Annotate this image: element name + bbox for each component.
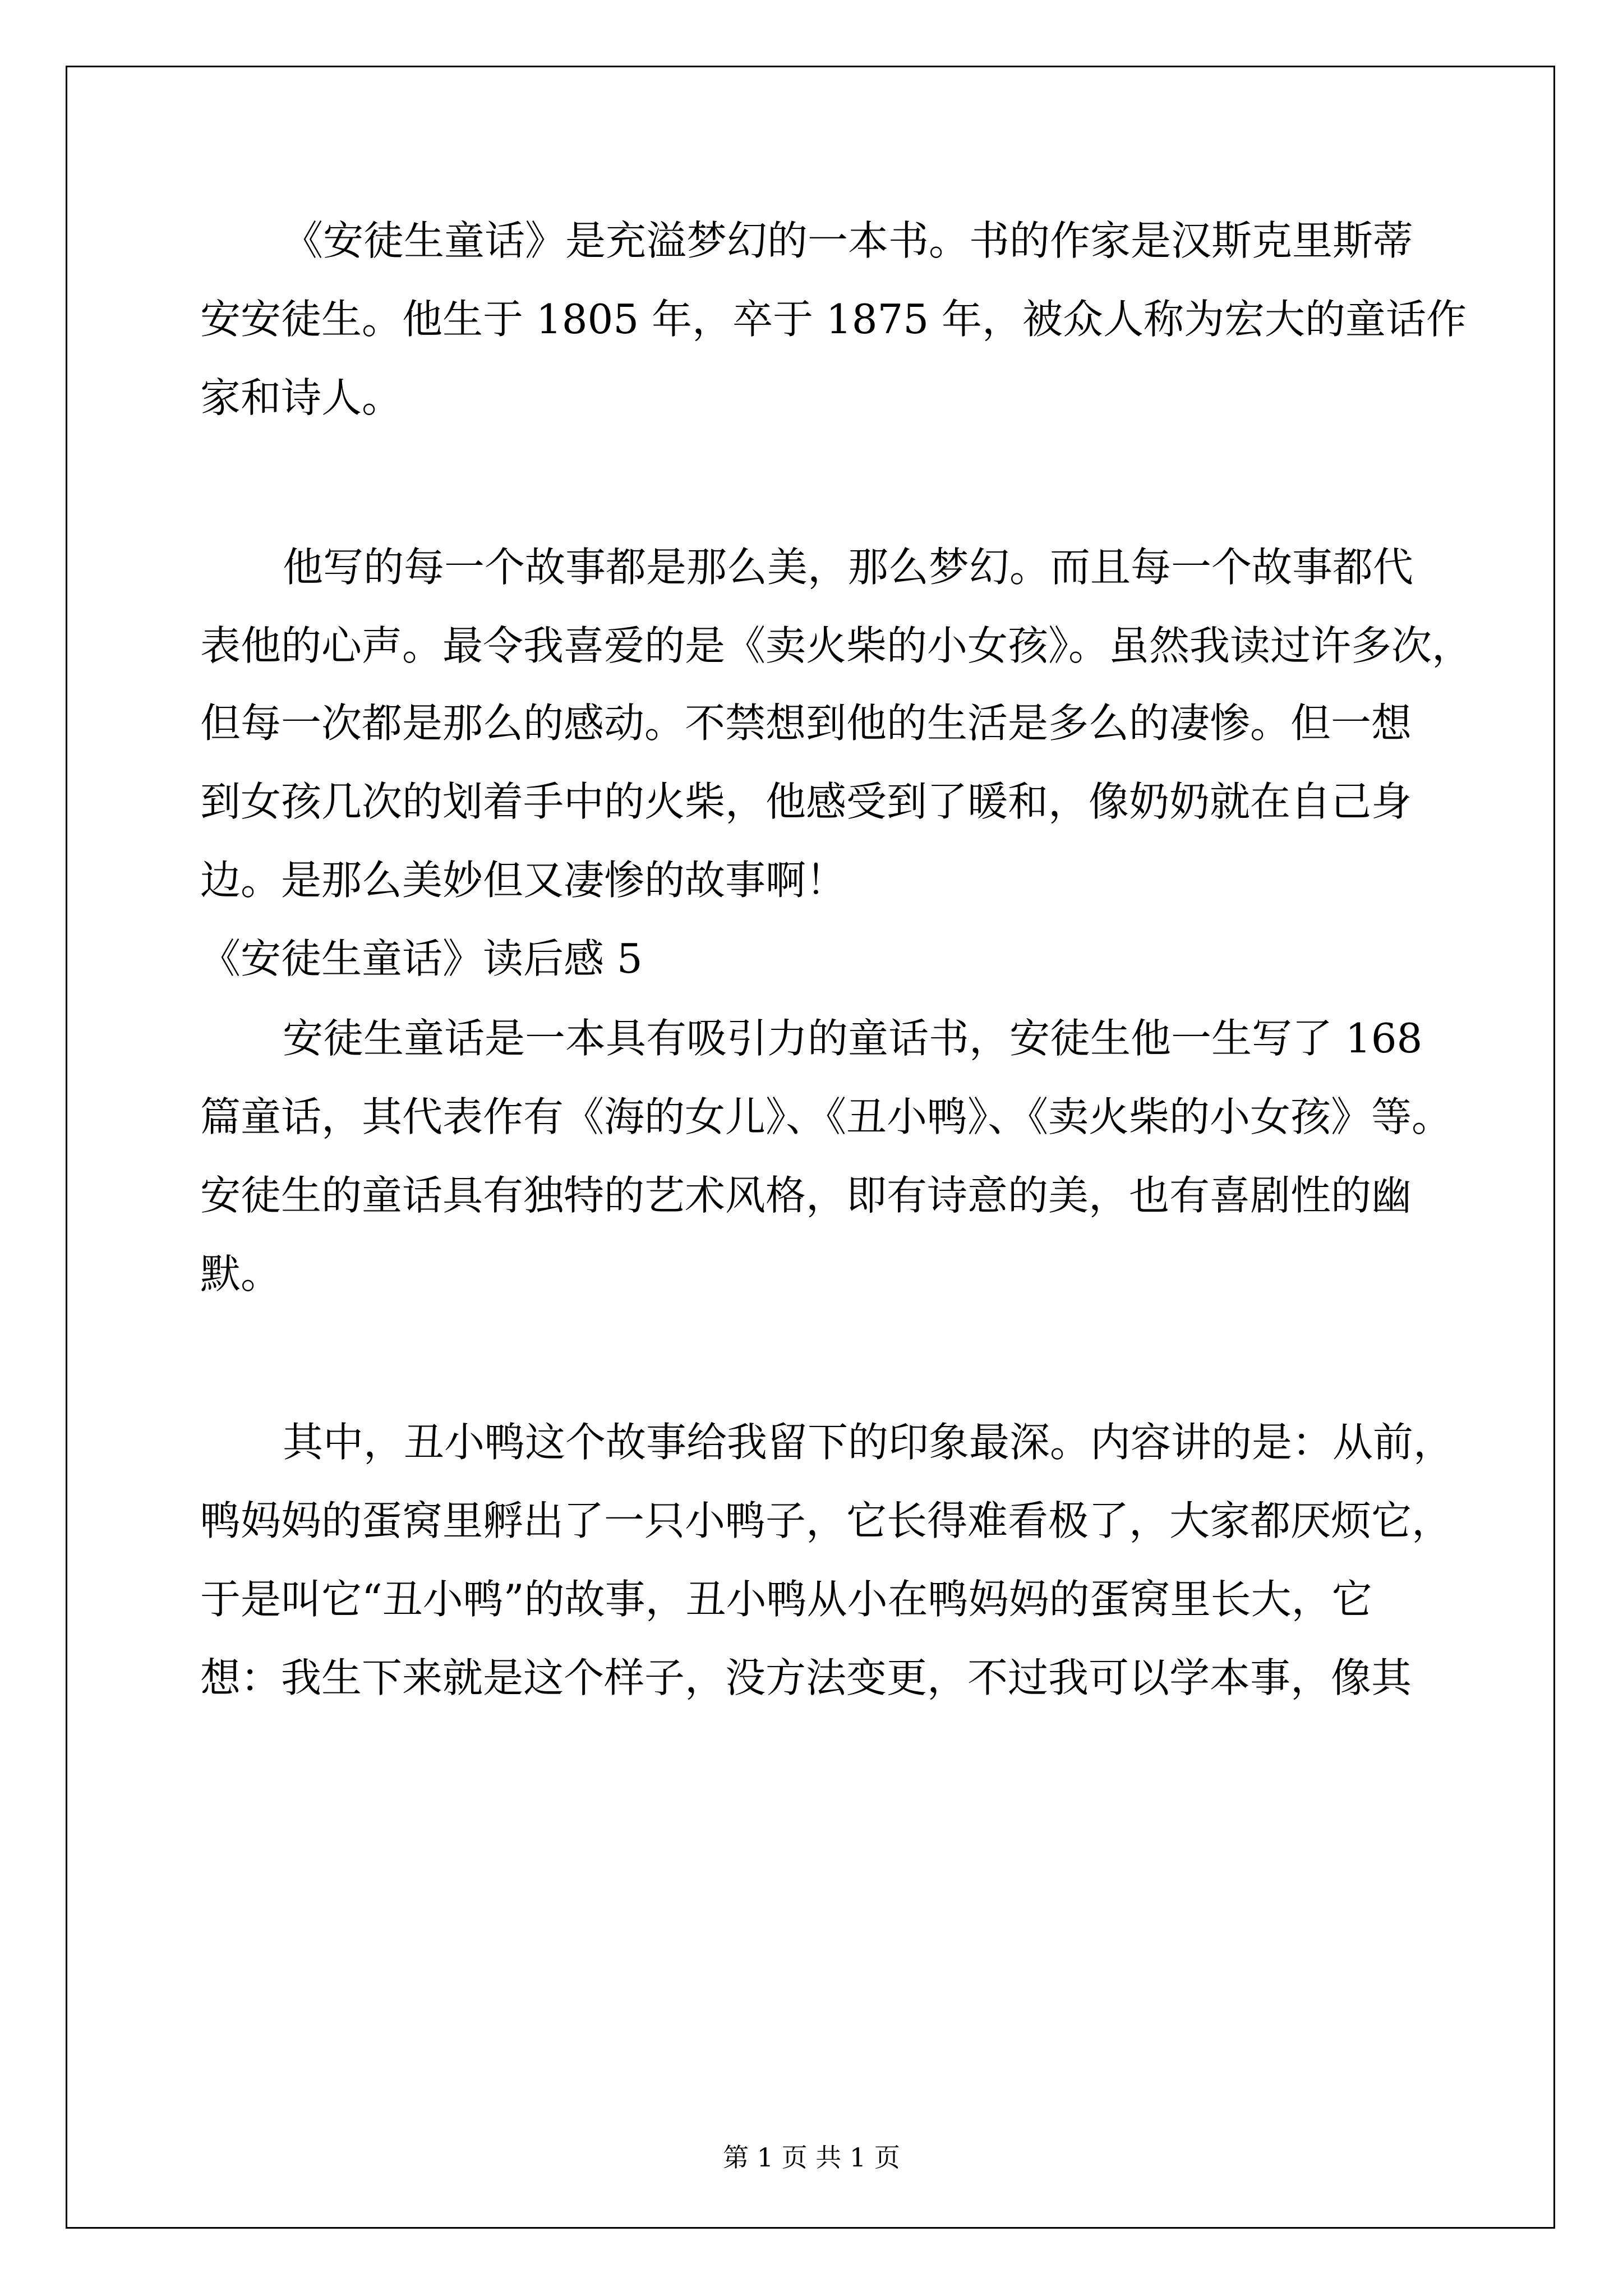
text-line: 想：我生下来就是这个样子，没方法变更，不过我可以学本事，像其 <box>200 1654 1412 1701</box>
text-line: 篇童话，其代表作有《海的女儿》、《丑小鸭》、《卖火柴的小女孩》等。 <box>200 1093 1453 1140</box>
text-line: 安徒生童话是一本具有吸引力的童话书，安徒生他一生写了 168 <box>283 1015 1423 1062</box>
section-heading: 《安徒生童话》读后感 5 <box>200 935 643 982</box>
text-line: 安安徒生。他生于 1805 年，卒于 1875 年，被众人称为宏大的童话作 <box>200 296 1467 343</box>
text-line: 他写的每一个故事都是那么美，那么梦幻。而且每一个故事都代 <box>283 544 1414 591</box>
text-line: 鸭妈妈的蛋窝里孵出了一只小鸭子，它长得难看极了，大家都厌烦它， <box>200 1497 1453 1544</box>
text-line: 边。是那么美妙但又凄惨的故事啊！ <box>200 857 847 904</box>
page-footer: 第 1 页 共 1 页 <box>723 2142 900 2173</box>
text-line: 到女孩几次的划着手中的火柴，他感受到了暖和，像奶奶就在自己身 <box>200 778 1412 825</box>
text-line: 表他的心声。最令我喜爱的是《卖火柴的小女孩》。虽然我读过许多次， <box>200 622 1473 669</box>
text-line: 于是叫它“丑小鸭”的故事，丑小鸭从小在鸭妈妈的蛋窝里长大，它 <box>200 1576 1372 1623</box>
text-line: 但每一次都是那么的感动。不禁想到他的生活是多么的凄惨。但一想 <box>200 700 1412 747</box>
text-line: 家和诗人。 <box>200 374 403 421</box>
text-line: 默。 <box>200 1250 282 1297</box>
text-line: 《安徒生童话》是充溢梦幻的一本书。书的作家是汉斯克里斯蒂 <box>283 217 1414 264</box>
text-line: 其中，丑小鸭这个故事给我留下的印象最深。内容讲的是：从前， <box>283 1419 1454 1466</box>
text-line: 安徒生的童话具有独特的艺术风格，即有诗意的美，也有喜剧性的幽 <box>200 1172 1412 1219</box>
